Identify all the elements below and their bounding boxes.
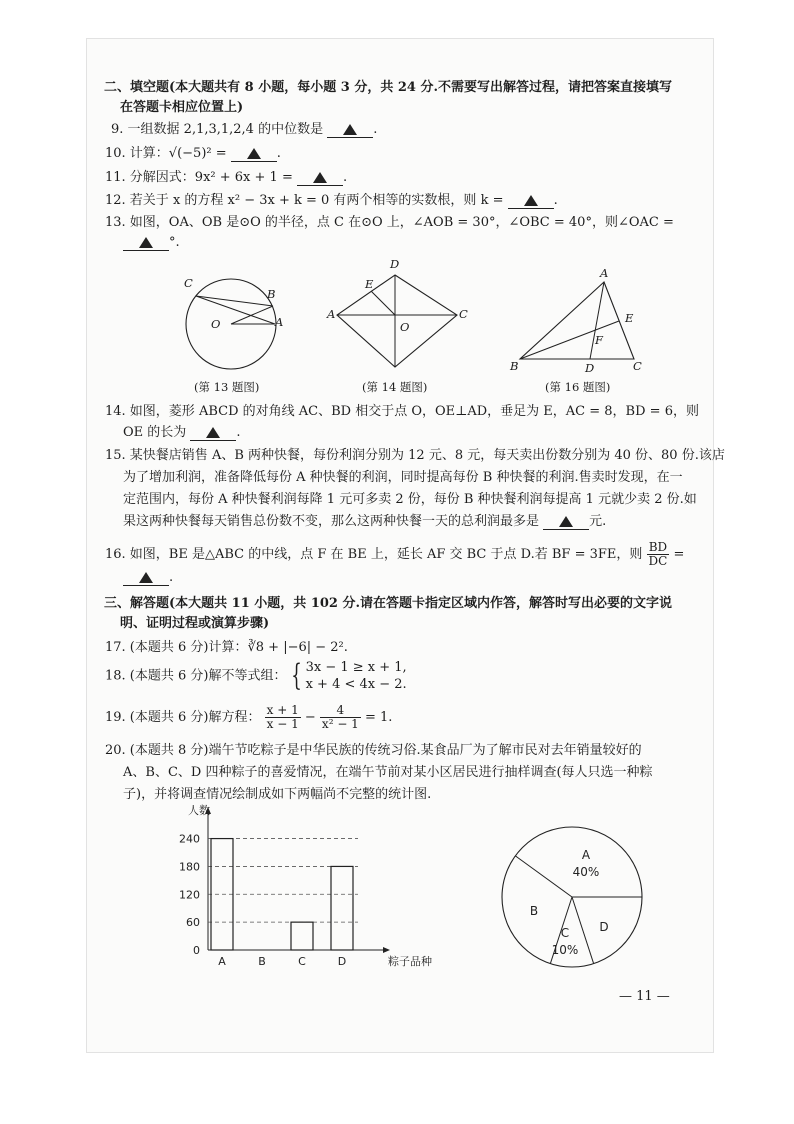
page-number: — 11 —: [619, 989, 670, 1004]
fraction-numerator: 4: [320, 704, 361, 718]
question-11: 11. 分解因式：9x² + 6x + 1 = .: [105, 170, 348, 185]
label-e: E: [625, 311, 634, 325]
triangle-icon: [139, 572, 153, 583]
label-d: D: [390, 257, 400, 271]
answer-blank: [543, 515, 589, 530]
x-tick-label: D: [337, 955, 347, 968]
figure-13-caption: (第 13 题图): [194, 380, 260, 394]
section2-heading-line1: 二、填空题(本大题共有 8 小题，每小题 3 分，共 24 分.不需要写出解答过程，请把答案直接填写: [104, 80, 673, 95]
question-15-suffix: 元.: [589, 514, 607, 529]
label-d: D: [585, 361, 595, 375]
question-11-text: 11. 分解因式：9x² + 6x + 1 =: [105, 170, 293, 185]
pie-label-b: B: [529, 904, 539, 918]
question-13-suffix: °.: [169, 235, 180, 250]
triangle-icon: [206, 427, 220, 438]
question-10-text: 10. 计算：√(−5)² =: [105, 146, 227, 161]
answer-blank: [231, 147, 277, 162]
label-a: A: [327, 307, 336, 321]
x-tick-label: B: [258, 955, 266, 968]
x-tick-label: A: [218, 955, 226, 968]
x-axis-arrow-icon: [383, 947, 390, 953]
segment-be: [520, 321, 619, 359]
pie-chart: [492, 817, 652, 977]
question-15-line2: 为了增加利润，准备降低每份 A 种快餐的利润，同时提高每份 B 种快餐的利润.售卖时发现，在一: [123, 470, 683, 485]
triangle-icon: [343, 124, 357, 135]
question-12: 12. 若关于 x 的方程 x² − 3x + k = 0 有两个相等的实数根，则 k = .: [105, 193, 558, 208]
segment-oe: [371, 291, 395, 315]
question-19: [105, 702, 392, 734]
section3-heading-line1: 三、解答题(本大题共 11 小题，共 102 分.请在答题卡指定区域内作答，解答时写出必要的文字说: [104, 596, 673, 611]
pie-percent-c: 10%: [551, 943, 579, 957]
label-c: C: [184, 276, 193, 290]
question-16-text: 16. 如图，BE 是△ABC 的中线，点 F 在 BE 上，延长 AF 交 BC 于点 D.若 BF = 3FE，则: [105, 547, 643, 562]
label-a: A: [600, 266, 609, 280]
bar-d: [331, 866, 353, 950]
rhombus-abcd: [337, 275, 457, 367]
question-13-line2: [123, 234, 180, 252]
answer-blank: [297, 171, 343, 186]
label-a: A: [275, 315, 284, 329]
label-b: B: [510, 359, 519, 373]
y-tick-label: 0: [193, 944, 200, 957]
answer-blank: [123, 236, 169, 251]
brace-icon: {: [290, 658, 302, 693]
y-tick-label: 180: [179, 860, 200, 874]
triangle-icon: [524, 195, 538, 206]
figure-14: [327, 267, 467, 377]
fraction-denominator: x − 1: [266, 717, 299, 731]
figure-16: [512, 274, 642, 369]
label-c: C: [459, 307, 468, 321]
fraction-bd-dc: [647, 541, 670, 568]
fraction-numerator: x + 1: [266, 703, 299, 717]
y-tick-label: 120: [179, 888, 200, 902]
answer-blank: [327, 123, 373, 138]
y-tick-label: 60: [186, 916, 200, 930]
question-14-text: OE 的长为: [123, 425, 187, 440]
triangle-icon: [559, 516, 573, 527]
minus-sign: −: [304, 710, 316, 725]
section3-heading-line2: 明、证明过程或演算步骤): [120, 616, 270, 631]
label-o: O: [400, 320, 410, 334]
bar-c: [291, 922, 313, 950]
pie-boundary-2: [515, 856, 572, 897]
triangle-icon: [139, 237, 153, 248]
question-15-text: 果这两种快餐每天销售总份数不变，那么这两种快餐一天的总利润最多是: [123, 514, 540, 529]
question-15-line4: [123, 513, 606, 531]
triangle-icon: [247, 148, 261, 159]
answer-blank: [123, 571, 169, 586]
answer-blank: [508, 194, 554, 209]
equation-rhs: = 1.: [364, 710, 393, 725]
question-12-text: 12. 若关于 x 的方程 x² − 3x + k = 0 有两个相等的实数根，则 k =: [105, 193, 504, 208]
question-15-line3: 定范围内，每份 A 种快餐利润每降 1 元可多卖 2 份，每份 B 种快餐利润每提高 1 元就少卖 2 份.如: [123, 492, 697, 507]
question-20-line1: 20. (本题共 8 分)端午节吃粽子是中华民族的传统习俗.某食品厂为了解市民对去年销量较好的: [105, 743, 642, 758]
question-13-line1: 13. 如图，OA、OB 是⊙O 的半径，点 C 在⊙O 上，∠AOB = 30°，∠OBC = 40°，则∠OAC =: [105, 215, 674, 230]
pie-label-d: D: [599, 920, 609, 934]
x-tick-label: C: [298, 955, 306, 968]
equals-sign: =: [673, 547, 685, 562]
question-9: 9. 一组数据 2,1,3,1,2,4 的中位数是 .: [111, 122, 378, 137]
pie-label-c: C: [560, 926, 570, 940]
question-10: 10. 计算：√(−5)² = .: [105, 146, 281, 161]
inequality-1: 3x − 1 ≥ x + 1,: [305, 660, 407, 675]
label-e: E: [365, 277, 374, 291]
question-18: [105, 659, 407, 693]
question-14-line1: 14. 如图，菱形 ABCD 的对角线 AC、BD 相交于点 O，OE⊥AD，垂足为 E，AC = 8，BD = 6，则: [105, 404, 699, 419]
answer-blank: [190, 426, 236, 441]
inequality-2: x + 4 < 4x − 2.: [305, 677, 407, 692]
figure-16-caption: (第 16 题图): [545, 380, 611, 394]
pie-label-a: A: [581, 848, 591, 862]
pie-percent-a: 40%: [572, 865, 600, 879]
triangle-abc: [520, 282, 634, 359]
bar-chart: [163, 802, 443, 977]
question-19-text: 19. (本题共 6 分)解方程：: [105, 710, 261, 725]
label-b: B: [267, 287, 276, 301]
label-o: O: [211, 317, 221, 331]
question-16-line2: .: [123, 569, 173, 587]
exam-page: [86, 38, 725, 1053]
question-20-line2: A、B、C、D 四种粽子的喜爱情况，在端午节前对某小区居民进行抽样调查(每人只选一种粽: [123, 765, 653, 780]
section2-heading-line2: 在答题卡相应位置上): [120, 100, 244, 115]
fraction-2: [320, 704, 361, 731]
label-c: C: [633, 359, 642, 373]
fraction-numerator: BD: [647, 541, 670, 555]
triangle-icon: [313, 172, 327, 183]
inequality-system: [306, 659, 407, 693]
fraction-1: [265, 704, 301, 731]
y-tick-label: 240: [179, 832, 200, 846]
fraction-denominator: DC: [648, 554, 668, 568]
fraction-denominator: x² − 1: [321, 717, 359, 731]
y-axis-label: 人数: [188, 804, 210, 817]
segment-cb: [196, 296, 273, 306]
question-9-text: 9. 一组数据 2,1,3,1,2,4 的中位数是: [111, 122, 324, 137]
question-15-line1: 15. 某快餐店销售 A、B 两种快餐，每份利润分别为 12 元、8 元，每天卖出份数分别为 40 份、80 份.该店: [105, 448, 725, 463]
x-axis-label: 粽子品种: [388, 955, 432, 968]
question-14-line2: OE 的长为 .: [123, 425, 241, 440]
figure-14-caption: (第 14 题图): [362, 380, 428, 394]
question-20-line3: 子)，并将调查情况绘制成如下两幅尚不完整的统计图.: [123, 787, 432, 802]
question-17: 17. (本题共 6 分)计算：∛8 + |−6| − 2².: [105, 640, 348, 655]
question-16-line1: [105, 539, 684, 571]
question-18-text: 18. (本题共 6 分)解不等式组：: [105, 668, 287, 684]
label-f: F: [595, 333, 603, 347]
